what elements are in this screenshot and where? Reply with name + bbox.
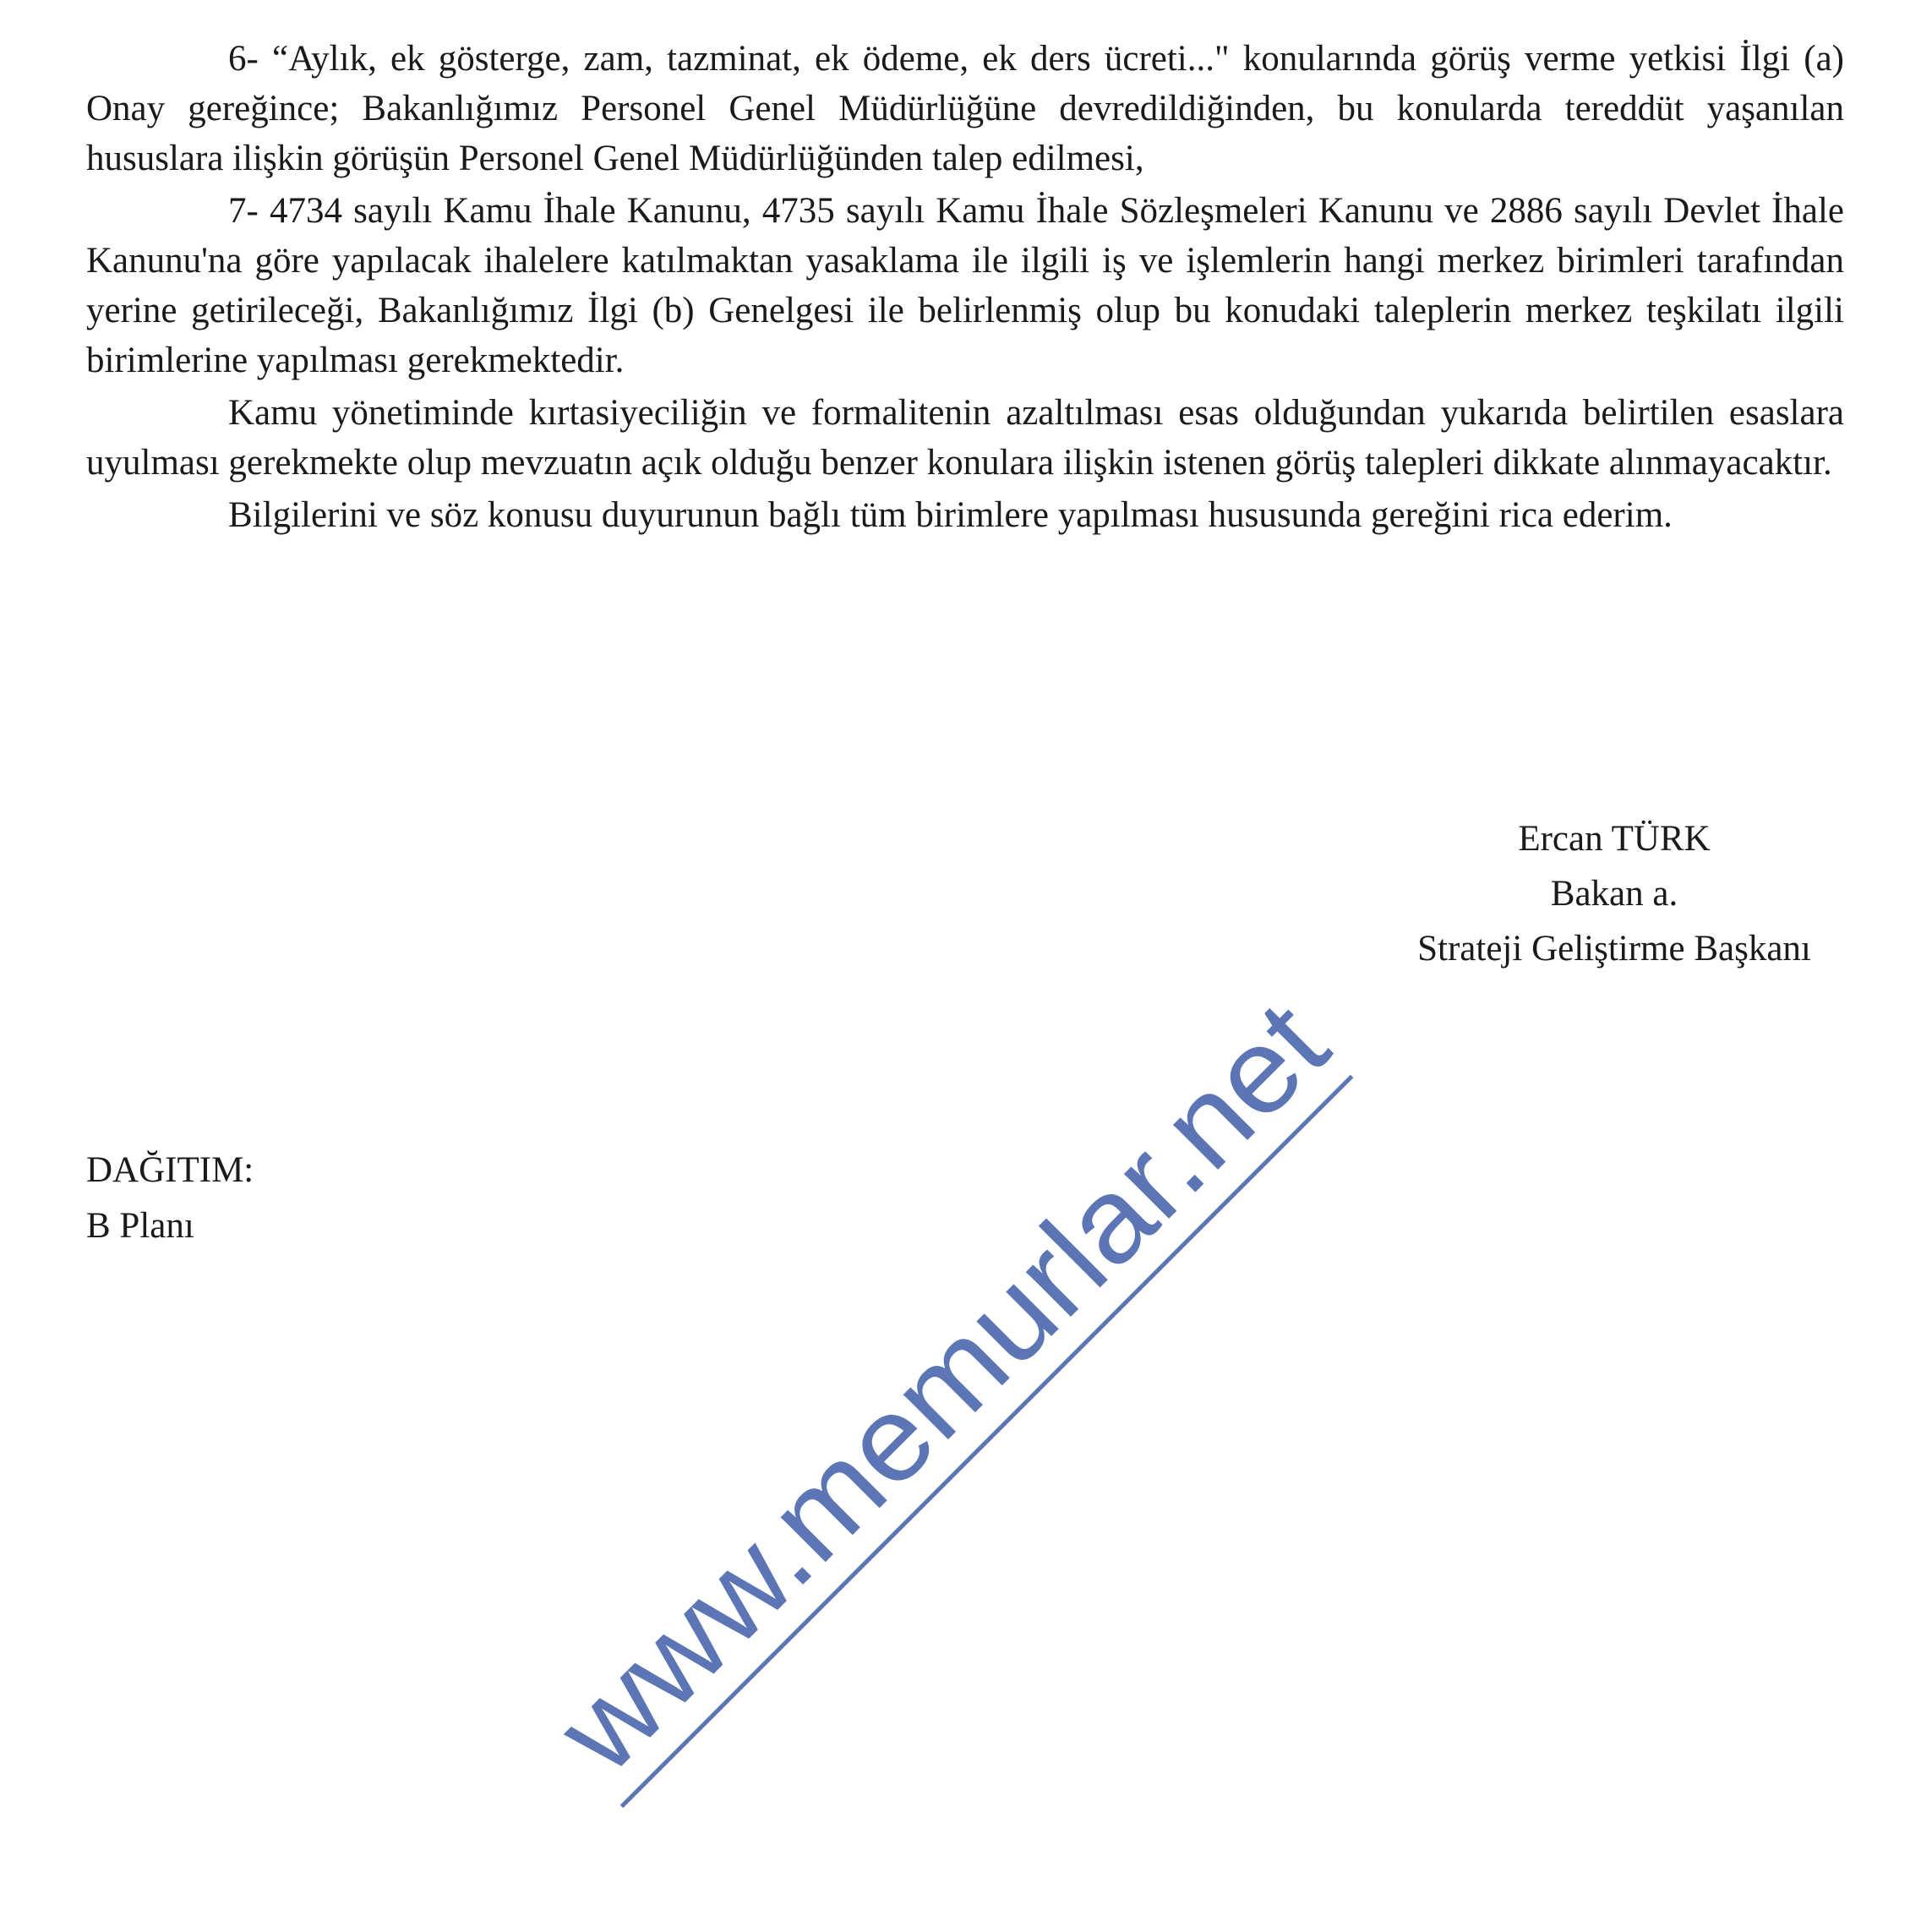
- signature-block: [1344, 811, 1885, 976]
- paragraph-item-6: 6- “Aylık, ek gösterge, zam, tazminat, ek ödeme, ek ders ücreti..." konularında görüş verme yetkisi İlgi (a) Onay gereğince; Bakanlığımız Personel Genel Müdürlüğüne devredildiğinden, bu konularda tereddüt yaşanılan hususlara ilişkin görüşün Personel Genel Müdürlüğünden talep edilmesi,: [86, 39, 1844, 178]
- paragraph-closing: Bilgilerini ve söz konusu duyurunun bağlı tüm birimlere yapılması hususunda gereğini rica ederim.: [228, 495, 1673, 535]
- letter-body: [86, 34, 1844, 543]
- distribution-label: DAĞITIM:: [86, 1150, 254, 1190]
- distribution-block: [86, 1143, 254, 1254]
- watermark-text: www.memurlar.net: [532, 1004, 1325, 1798]
- paragraph-bureaucracy: Kamu yönetiminde kırtasiyeciliğin ve formalitenin azaltılması esas olduğundan yukarıda belirtilen esaslara uyulması gerekmekte olup mevzuatın açık olduğu benzer konulara ilişkin istenen görüş talepleri dikkate alınmayacaktır.: [86, 393, 1844, 483]
- paragraph-item-7: 7- 4734 sayılı Kamu İhale Kanunu, 4735 sayılı Kamu İhale Sözleşmeleri Kanunu ve 2886 sayılı Devlet İhale Kanunu'na göre yapılacak ihalelere katılmaktan yasaklama ile ilgili iş ve işlemlerin hangi merkez birimleri tarafından yerine getirileceği, Bakanlığımız İlgi (b) Genelgesi ile belirlenmiş olup bu konudaki taleplerin merkez teşkilatı ilgili birimlerine yapılması gerekmektedir.: [86, 191, 1844, 380]
- signatory-name: Ercan TÜRK: [1518, 819, 1711, 859]
- distribution-item: B Planı: [86, 1206, 194, 1246]
- watermark-underline: [622, 1076, 1352, 1806]
- signatory-title: Strateji Geliştirme Başkanı: [1417, 929, 1811, 969]
- signatory-on-behalf: Bakan a.: [1550, 874, 1678, 914]
